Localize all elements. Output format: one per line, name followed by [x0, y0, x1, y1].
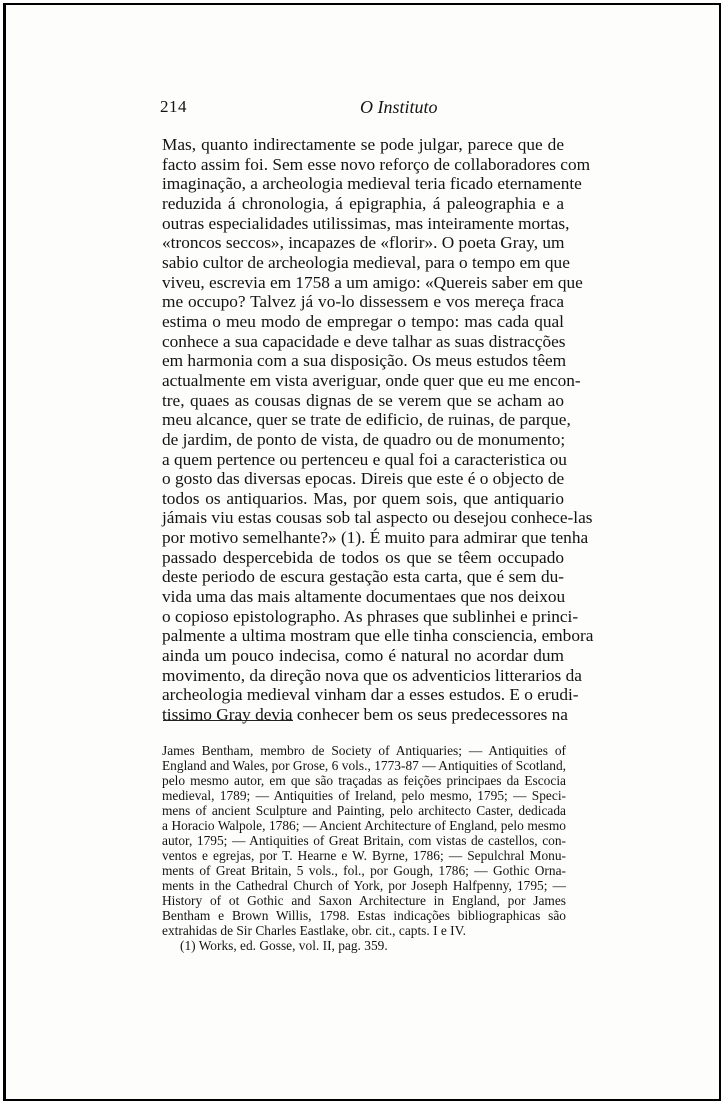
footnote-line: a Horacio Walpole, 1786; — Ancient Architecture of England, pelo mesmo — [162, 818, 566, 833]
text-line: tissimo Gray devia conhecer bem os seus predecessores na — [162, 705, 568, 725]
text-line: movimento, da direção nova que os adventicios litterarios da — [162, 665, 582, 685]
text-line: passado despercebida de todos os que se têem occupado — [162, 547, 564, 567]
text-line: imaginação, a archeologia medieval teria ficado eternamente — [162, 174, 582, 194]
running-head — [160, 97, 570, 119]
footnotes — [162, 743, 566, 953]
text-line: o copioso epistolographo. As phrases que sublinhei e princi- — [162, 606, 579, 626]
journal-title: O Instituto — [360, 97, 438, 117]
footnote-divider — [163, 720, 293, 721]
text-line: conhece a sua capacidade e deve talhar as suas distracções — [162, 331, 566, 351]
footnote-line: extrahidas de Sir Charles Eastlake, obr. cit., capts. I e IV. — [162, 923, 466, 938]
footnote-line: ments in the Cathedral Church of York, por Joseph Halfpenny, 1795; — — [162, 878, 566, 893]
text-line: actualmente em vista averiguar, onde quer que eu me encon- — [162, 370, 581, 390]
footnote-line: ments of Great Britain, 5 vols., fol., por Gough, 1786; — Gothic Orna- — [162, 863, 566, 878]
text-line: archeologia medieval vinham dar a esses estudos. E o erudi- — [162, 685, 579, 705]
text-line: «troncos seccos», incapazes de «florir». O poeta Gray, um — [162, 233, 565, 253]
text-line: de jardim, de ponto de vista, de quadro ou de monumento; — [162, 429, 566, 449]
text-line: jámais viu estas cousas sob tal aspecto ou desejou conhece-las — [162, 508, 593, 528]
footnote-line: History of ot Gothic and Saxon Architecture in England, por James — [162, 893, 566, 908]
footnote-line: England and Wales, por Grose, 6 vols., 1773-87 — Antiquities of Scotland, — [162, 758, 566, 773]
footnote-line: mens of ancient Sculpture and Painting, pelo architecto Caster, dedicada — [162, 803, 566, 818]
text-line: o gosto das diversas epocas. Direis que este é o objecto de — [162, 469, 565, 489]
text-line: facto assim foi. Sem esse novo reforço de collaboradores com — [162, 154, 591, 174]
text-line: estima o meu modo de empregar o tempo: mas cada qual — [162, 311, 564, 331]
text-line: Mas, quanto indirectamente se pode julgar, parece que de — [162, 135, 564, 154]
page-number: 214 — [160, 97, 187, 116]
text-line: ainda um pouco indecisa, como é natural no acordar dum — [162, 646, 564, 666]
footnote-line: medieval, 1789; — Antiquities of Ireland, pelo mesmo, 1795; — Speci- — [162, 788, 566, 803]
text-line: sabio cultor de archeologia medieval, para o tempo em que — [162, 252, 570, 272]
text-line: todos os antiquarios. Mas, por quem sois, que antiquario — [162, 488, 564, 508]
text-line: vida uma das mais altamente documentaes que nos deixou — [162, 587, 566, 607]
body-text — [162, 135, 594, 725]
text-line: meu alcance, quer se trate de edificio, de ruinas, de parque, — [162, 410, 571, 430]
text-line: deste periodo de escura gestação esta carta, que é sem du- — [162, 567, 564, 587]
footnote-line: ventos e egrejas, por T. Hearne e W. Byrne, 1786; — Sepulchral Monu- — [162, 848, 566, 863]
text-line: outras especialidades utilissimas, mas inteiramente mortas, — [162, 213, 570, 233]
footnote-line: Bentham e Brown Willis, 1798. Estas indicações bibliographicas são — [162, 908, 566, 923]
footnote-line: pelo mesmo autor, em que são traçadas as feições principaes da Escocia — [162, 773, 566, 788]
book-page — [3, 3, 721, 1101]
text-line: viveu, escrevia em 1758 a um amigo: «Quereis saber em que — [162, 272, 583, 292]
footnote-line: autor, 1795; — Antiquities of Great Britain, com vistas de castellos, con- — [162, 833, 566, 848]
text-line: por motivo semelhante?» (1). É muito para admirar que tenha — [162, 528, 589, 548]
text-line: tre, quaes as cousas dignas de se verem que se acham ao — [162, 390, 564, 410]
text-line: me occupo? Talvez já vo-lo dissessem e vos mereça fraca — [162, 292, 564, 312]
text-line: a quem pertence ou pertenceu e qual foi a caracteristica ou — [162, 449, 567, 469]
text-line: em harmonia com a sua disposição. Os meus estudos têem — [162, 351, 567, 371]
text-line: reduzida á chronologia, á epigraphia, á paleographia e a — [162, 193, 564, 213]
text-line: palmente a ultima mostram que elle tinha consciencia, embora — [162, 626, 594, 646]
footnote-line: James Bentham, membro de Society of Antiquaries; — Antiquities of — [162, 743, 566, 758]
footnote-reference: (1) Works, ed. Gosse, vol. II, pag. 359. — [180, 938, 388, 953]
